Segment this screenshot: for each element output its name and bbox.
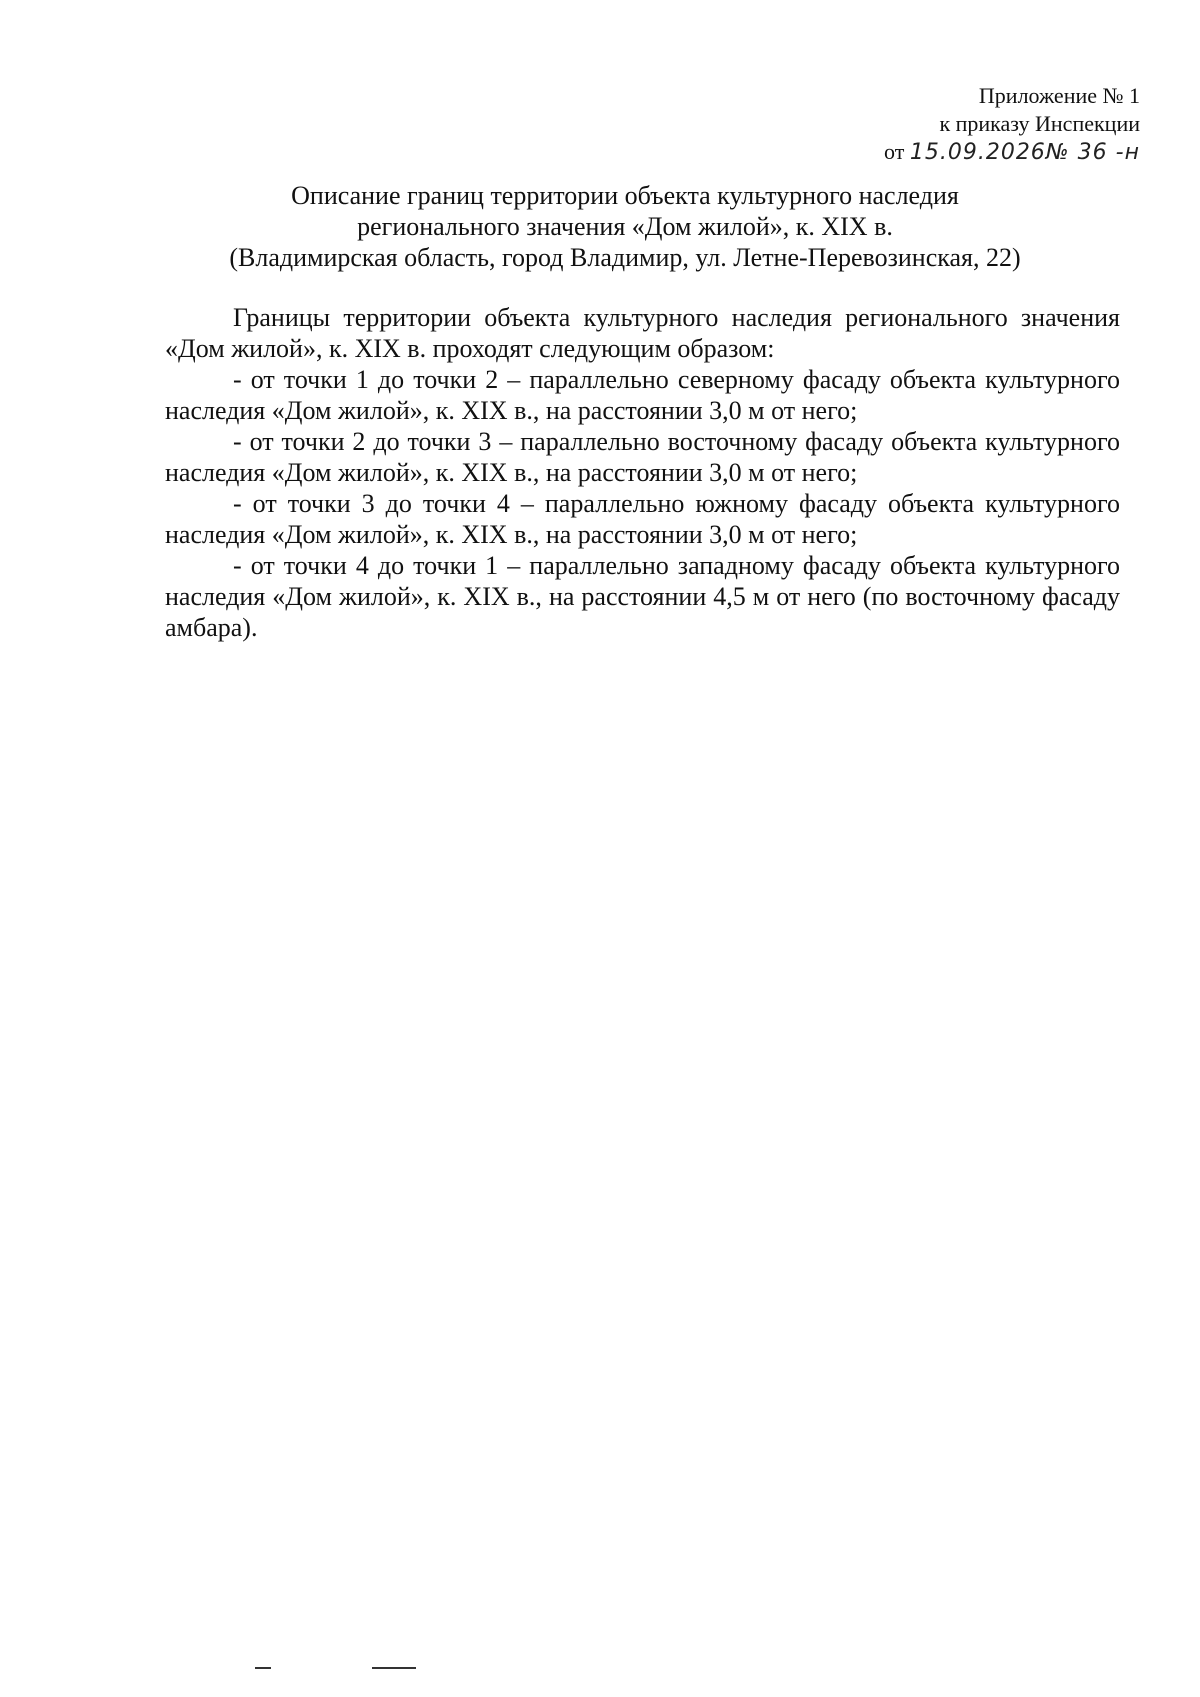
appendix-date-prefix: от bbox=[884, 139, 905, 164]
appendix-reference bbox=[820, 82, 1140, 167]
boundary-item-2: - от точки 2 до точки 3 – параллельно восточному фасаду объекта культурного наследия «Дом жилой», к. XIX в., на расстоянии 3,0 м от него; bbox=[165, 427, 1120, 487]
title-line-1: Описание границ территории объекта культурного наследия bbox=[291, 181, 959, 210]
boundary-item-4: - от точки 4 до точки 1 – параллельно западному фасаду объекта культурного наследия «Дом жилой», к. XIX в., на расстоянии 4,5 м от него (по восточному фасаду амбара). bbox=[165, 551, 1120, 642]
document-title bbox=[160, 180, 1090, 273]
document-body bbox=[165, 302, 1120, 643]
title-line-2: регионального значения «Дом жилой», к. XIX в. bbox=[357, 212, 893, 241]
scan-mark bbox=[255, 1667, 271, 1669]
title-line-3: (Владимирская область, город Владимир, ул. Летне-Перевозинская, 22) bbox=[229, 243, 1021, 272]
handwritten-date-number: 15.09.2026№ 36 -н bbox=[909, 140, 1140, 165]
boundary-item-3: - от точки 3 до точки 4 – параллельно южному фасаду объекта культурного наследия «Дом жилой», к. XIX в., на расстоянии 3,0 м от него; bbox=[165, 489, 1120, 549]
boundary-item-1: - от точки 1 до точки 2 – параллельно северному фасаду объекта культурного наследия «Дом жилой», к. XIX в., на расстоянии 3,0 м от него; bbox=[165, 365, 1120, 425]
appendix-date-number bbox=[820, 138, 1140, 167]
body-intro-paragraph: Границы территории объекта культурного наследия регионального значения «Дом жилой», к. XIX в. проходят следующим образом: bbox=[165, 303, 1120, 363]
appendix-number: Приложение № 1 bbox=[978, 83, 1140, 108]
scan-mark bbox=[372, 1667, 416, 1669]
appendix-order-ref: к приказу Инспекции bbox=[939, 111, 1140, 136]
